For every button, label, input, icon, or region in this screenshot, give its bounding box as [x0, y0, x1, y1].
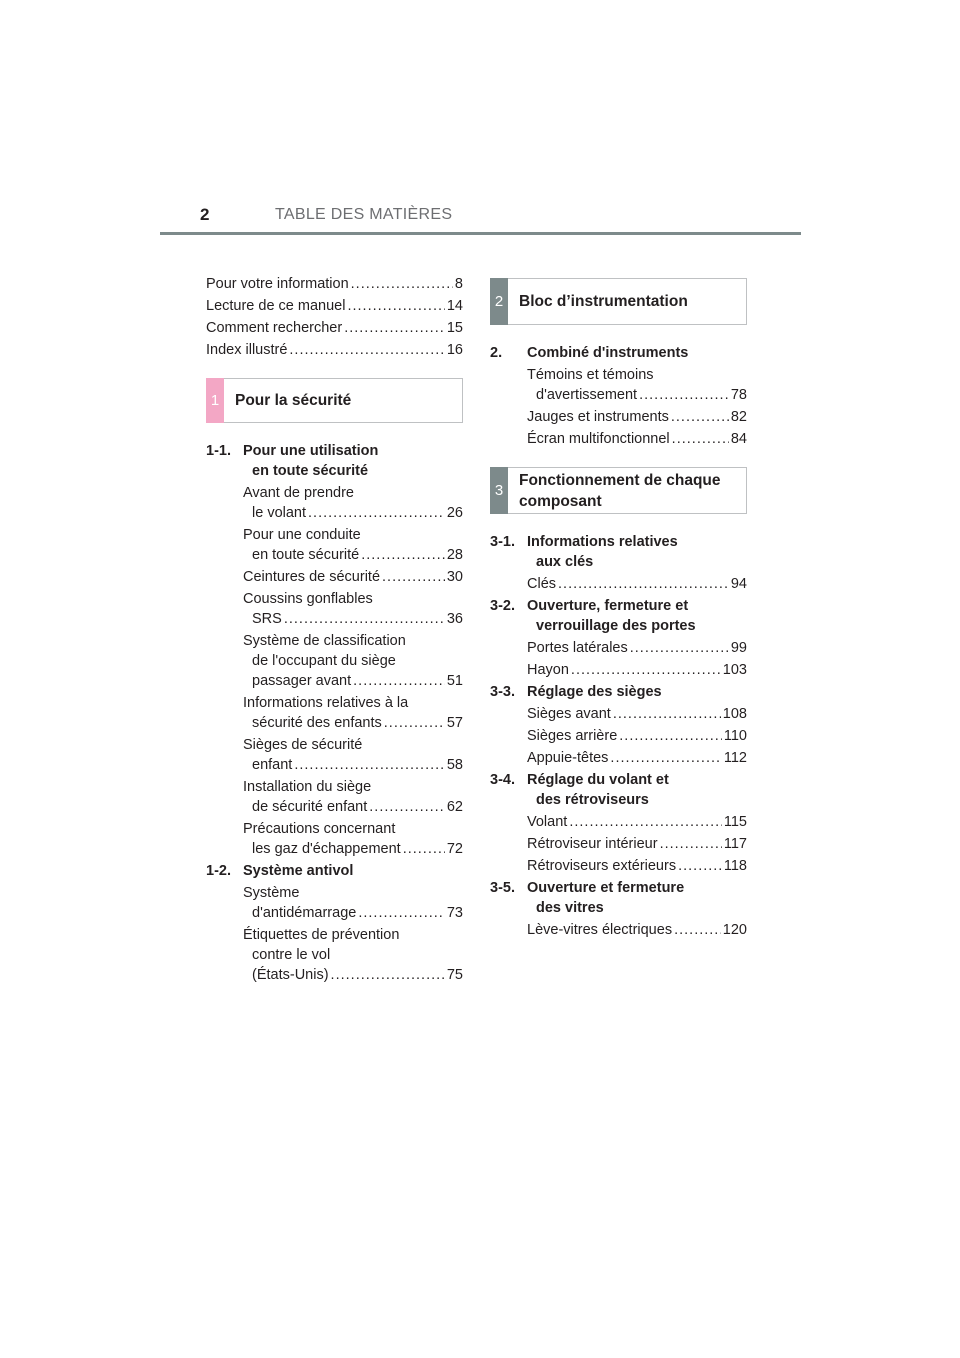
toc-entry[interactable]: Système de classification de l'occupant du siège passager avant ..... 51: [243, 631, 463, 691]
toc-entry[interactable]: Coussins gonflables SRS ..... 36: [243, 589, 463, 629]
toc-right-column: [490, 278, 747, 940]
toc-entry[interactable]: Sièges de sécurité enfant ..... 58: [243, 735, 463, 775]
toc-entry[interactable]: Lève-vitres électriques ..... 120: [527, 920, 747, 940]
section-header-2[interactable]: [490, 278, 747, 325]
chapter-heading[interactable]: 2. Combiné d'instruments: [490, 345, 689, 361]
chapter-heading[interactable]: 3-1. Informations relatives aux clés: [490, 534, 678, 570]
chapter-heading[interactable]: 1-2. Système antivol: [206, 863, 354, 879]
section-tab: 1: [206, 378, 224, 423]
toc-entry[interactable]: Clés ..... 94: [527, 574, 747, 594]
toc-entry[interactable]: Comment rechercher ..... 15: [206, 318, 463, 338]
section-tab: 2: [490, 278, 508, 325]
section-header-3[interactable]: [490, 467, 747, 514]
toc-entry[interactable]: Hayon ..... 103: [527, 660, 747, 680]
toc-entry[interactable]: Installation du siège de sécurité enfant ..... 62: [243, 777, 463, 817]
toc-entry[interactable]: Sièges avant ..... 108: [527, 704, 747, 724]
section-header-1[interactable]: [206, 378, 463, 423]
header-rule: [160, 232, 801, 235]
toc-entry[interactable]: Rétroviseur intérieur ..... 117: [527, 834, 747, 854]
page-number: 2: [200, 205, 210, 224]
toc-entry[interactable]: Précautions concernant les gaz d'échappement ..... 72: [243, 819, 463, 859]
toc-entry[interactable]: Ceintures de sécurité ..... 30: [243, 567, 463, 587]
toc-entry[interactable]: Jauges et instruments ..... 82: [527, 407, 747, 427]
toc-entry[interactable]: Sièges arrière ..... 110: [527, 726, 747, 746]
toc-entry[interactable]: Étiquettes de prévention contre le vol (États-Unis) ..... 75: [243, 925, 463, 985]
section-title: Pour la sécurité: [235, 392, 352, 409]
toc-entry[interactable]: Témoins et témoins d'avertissement ..... 78: [527, 365, 747, 405]
toc-entry[interactable]: Volant ..... 115: [527, 812, 747, 832]
toc-entry[interactable]: Pour votre information ..... 8: [206, 274, 463, 294]
chapter-heading[interactable]: 1-1. Pour une utilisation en toute sécurité: [206, 443, 379, 479]
toc-left-column: [206, 274, 463, 985]
toc-entry[interactable]: Pour une conduite en toute sécurité ..... 28: [243, 525, 463, 565]
chapter-heading[interactable]: 3-5. Ouverture et fermeture des vitres: [490, 880, 685, 916]
page-title: TABLE DES MATIÈRES: [275, 206, 453, 223]
toc-entry[interactable]: Informations relatives à la sécurité des enfants ..... 57: [243, 693, 463, 733]
toc-entry[interactable]: Index illustré ..... 16: [206, 340, 463, 360]
toc-entry[interactable]: Écran multifonctionnel ..... 84: [527, 429, 747, 449]
toc-entry[interactable]: Appuie-têtes ..... 112: [527, 748, 747, 768]
section-title: Fonctionnement de chaque: [519, 471, 721, 489]
toc-entry[interactable]: Portes latérales ..... 99: [527, 638, 747, 658]
toc-entry[interactable]: Rétroviseurs extérieurs ..... 118: [527, 856, 747, 876]
chapter-heading[interactable]: 3-4. Réglage du volant et des rétroviseurs: [490, 772, 669, 808]
chapter-heading[interactable]: 3-3. Réglage des sièges: [490, 684, 662, 700]
chapter-heading[interactable]: 3-2. Ouverture, fermeture et verrouillage des portes: [490, 598, 696, 634]
toc-entry[interactable]: Système d'antidémarrage ..... 73: [243, 883, 463, 923]
section-title-line2: composant: [519, 492, 602, 510]
toc-entry[interactable]: Lecture de ce manuel ..... 14: [206, 296, 463, 316]
section-title: Bloc d’instrumentation: [519, 293, 688, 310]
toc-entry[interactable]: Avant de prendre le volant ..... 26: [243, 483, 463, 523]
section-tab: 3: [490, 467, 508, 514]
